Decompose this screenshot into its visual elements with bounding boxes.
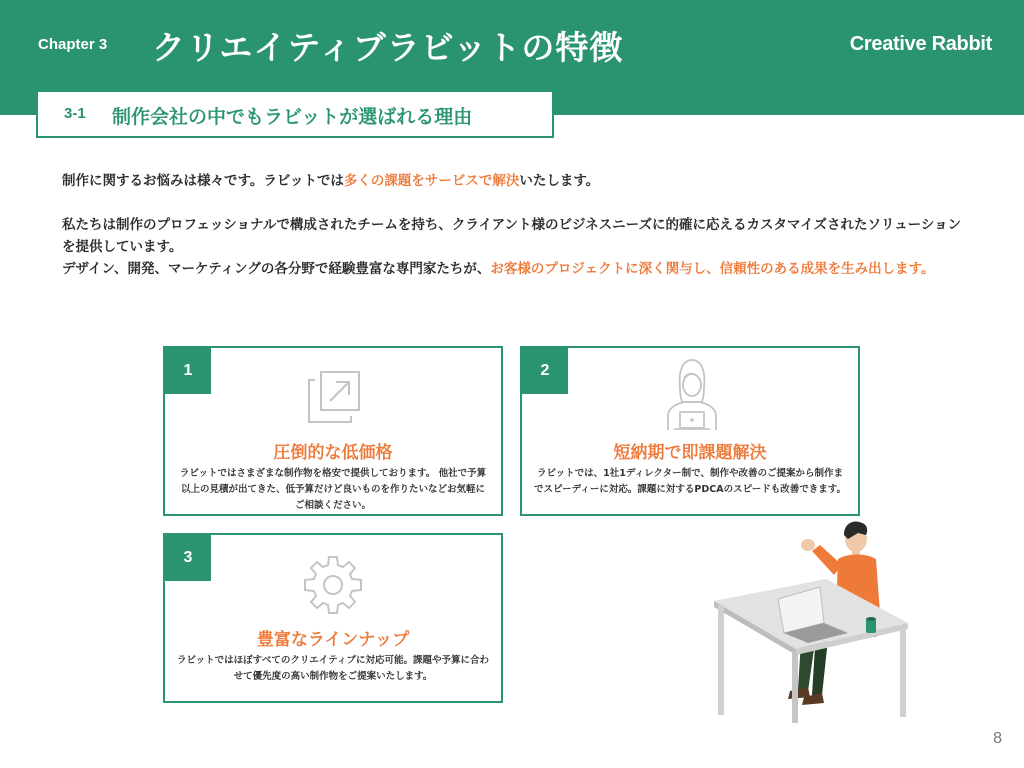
feature-card-3 [163,533,503,703]
card-description: ラビットではさまざまな制作物を格安で提供しております。 他社で予算以上の見積が出てきた、低予算だけど良いものを作りたいなどお気軽にご相談ください。 [179,468,487,511]
chapter-label: Chapter 3 [38,36,108,53]
intro-highlight: 多くの課題をサービスで解決 [343,173,520,189]
external-link-icon [305,368,363,426]
page-title: クリエイティブラビットの特徴 [152,28,624,67]
card-title: 豊富なラインナップ [256,630,410,650]
intro-text: 制作に関するお悩みは様々です。ラビットでは [62,173,344,189]
person-at-desk-illustration [708,515,913,725]
card-number: 2 [522,348,568,394]
intro-highlight: お客様のプロジェクトに深く関与し、信頼性のある成果を生み出します。 [490,261,935,277]
card-description: ラビットではほぼすべてのクリエイティブに対応可能。課題や予算に合わせて優先度の高い制作物をご提案いたします。 [177,655,489,682]
person-laptop-icon [662,358,722,432]
section-heading [36,90,554,138]
intro-text: いたします。 [519,173,600,189]
intro-text: デザイン、開発、マーケティングの各分野で経験豊富な専門家たちが、 [62,261,491,277]
intro-paragraph-3 [62,258,972,280]
intro-paragraph-1 [62,170,972,192]
section-number: 3-1 [64,105,86,122]
page-number: 8 [993,730,1002,747]
gear-icon [301,553,365,617]
card-title: 圧倒的な低価格 [273,443,393,463]
feature-card-1 [163,346,503,516]
card-number: 3 [165,535,211,581]
card-description: ラビットでは、1社1ディレクター制で、制作や改善のご提案から制作までスピーディーに対応。課題に対するPDCAのスピードも改善できます。 [534,468,846,495]
card-number: 1 [165,348,211,394]
card-title: 短納期で即課題解決 [613,443,767,463]
brand-logo: Creative Rabbit [849,33,992,55]
feature-card-2 [520,346,860,516]
intro-paragraph-2: 私たちは制作のプロフェッショナルで構成されたチームを持ち、クライアント様のビジネスニーズに的確に応えるカスタマイズされたソリューションを提供しています。 [62,217,962,255]
section-title: 制作会社の中でもラビットが選ばれる理由 [112,106,473,128]
